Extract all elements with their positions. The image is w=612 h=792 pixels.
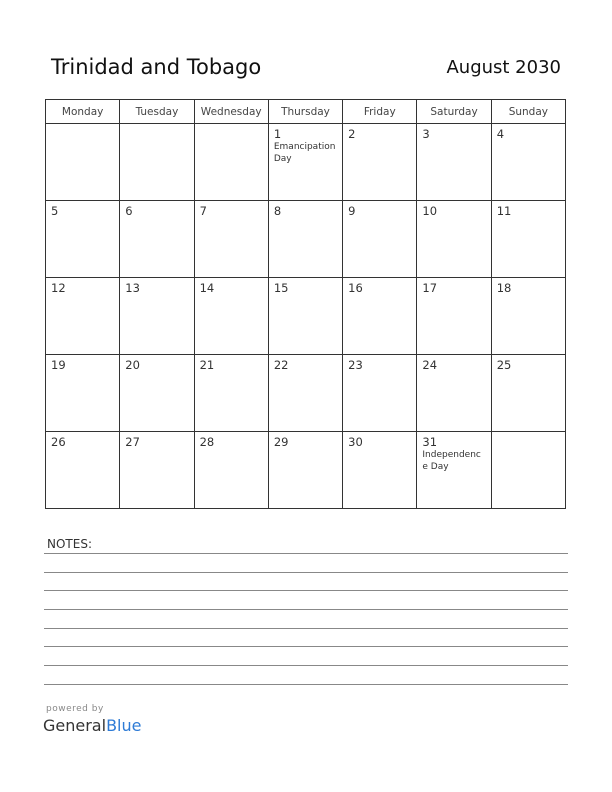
note-line: [44, 646, 568, 647]
day-number: 19: [51, 358, 66, 372]
day-number: 17: [422, 281, 438, 295]
calendar-day-cell: [268, 432, 342, 509]
weekday-friday: Friday: [343, 100, 417, 124]
calendar-week-row: [46, 124, 566, 201]
calendar-day-cell: [46, 278, 120, 355]
calendar-day-cell: [268, 201, 342, 278]
calendar-day-cell: [120, 432, 194, 509]
day-number: 29: [273, 435, 289, 449]
brand-name-blue: Blue: [106, 716, 142, 735]
day-number: 13: [125, 281, 140, 295]
notes-label: NOTES:: [47, 537, 92, 551]
day-number: 24: [422, 358, 438, 372]
calendar-day-cell: [268, 124, 342, 201]
calendar-day-cell: [343, 201, 417, 278]
day-number: 20: [125, 358, 140, 372]
calendar-day-cell: [343, 124, 417, 201]
brand-name: [43, 716, 141, 735]
day-number: 28: [199, 435, 215, 449]
calendar-day-cell: [417, 201, 491, 278]
calendar-week-row: [46, 278, 566, 355]
weekday-header-row: [46, 100, 566, 124]
day-number: 5: [51, 204, 59, 218]
day-number: [46, 124, 119, 127]
calendar-day-cell: [194, 355, 268, 432]
day-number: 31: [422, 435, 438, 449]
calendar-day-cell: [491, 355, 565, 432]
weekday-saturday: Saturday: [417, 100, 491, 124]
calendar-week-row: [46, 201, 566, 278]
calendar-day-cell: [46, 432, 120, 509]
note-line: [44, 609, 568, 610]
day-number: 30: [348, 435, 363, 449]
day-number: 26: [51, 435, 66, 449]
note-line: [44, 665, 568, 666]
day-number: 1: [273, 127, 282, 141]
calendar-day-cell: [343, 432, 417, 509]
calendar-day-cell: [194, 432, 268, 509]
calendar-day-cell: [417, 278, 491, 355]
holiday-label: Independence Day: [422, 450, 481, 472]
day-number: 15: [273, 281, 289, 295]
day-number: 16: [348, 281, 363, 295]
day-number: 3: [422, 127, 430, 141]
calendar-day-cell: [120, 278, 194, 355]
note-line: [44, 572, 568, 573]
calendar-grid: [45, 99, 566, 509]
holiday-label: Emancipation Day: [273, 142, 336, 164]
note-line: [44, 590, 568, 591]
calendar-day-cell: [120, 355, 194, 432]
day-number: 2: [348, 127, 356, 141]
note-line: [44, 684, 568, 685]
calendar-day-cell: [491, 124, 565, 201]
calendar-day-cell: [417, 124, 491, 201]
calendar-day-cell: [194, 201, 268, 278]
calendar-day-cell: [268, 278, 342, 355]
weekday-monday: Monday: [46, 100, 120, 124]
day-number: 9: [348, 204, 356, 218]
day-number: 22: [273, 358, 289, 372]
calendar-day-cell: [46, 201, 120, 278]
country-title: Trinidad and Tobago: [51, 55, 262, 79]
calendar-day-cell: [120, 201, 194, 278]
weekday-thursday: Thursday: [268, 100, 342, 124]
day-number: [195, 124, 268, 127]
day-number: 21: [199, 358, 215, 372]
day-number: 6: [125, 204, 133, 218]
month-year-title: August 2030: [446, 57, 561, 78]
day-number: 11: [496, 204, 512, 218]
calendar-day-cell: [343, 278, 417, 355]
calendar-week-row: [46, 355, 566, 432]
day-number: [120, 124, 193, 127]
day-number: 25: [496, 358, 512, 372]
powered-by-text: powered by: [46, 704, 104, 714]
note-line: [44, 628, 568, 629]
weekday-wednesday: Wednesday: [194, 100, 268, 124]
calendar-day-cell: [268, 355, 342, 432]
calendar-day-cell: [343, 355, 417, 432]
day-number: [492, 432, 565, 435]
day-number: 18: [496, 281, 512, 295]
brand-name-general: General: [43, 716, 107, 735]
day-number: 4: [496, 127, 505, 141]
day-number: 23: [348, 358, 363, 372]
calendar-day-cell: [46, 124, 120, 201]
calendar-day-cell: [491, 201, 565, 278]
weekday-tuesday: Tuesday: [120, 100, 194, 124]
calendar-day-cell: [194, 124, 268, 201]
day-number: 12: [51, 281, 66, 295]
calendar-day-cell: [491, 278, 565, 355]
weekday-sunday: Sunday: [491, 100, 565, 124]
day-number: 10: [422, 204, 438, 218]
calendar-day-cell: [491, 432, 565, 509]
calendar-day-cell: [120, 124, 194, 201]
calendar-body: [46, 124, 566, 509]
note-line: [44, 553, 568, 554]
calendar-week-row: [46, 432, 566, 509]
calendar-day-cell: [417, 432, 491, 509]
day-number: 8: [273, 204, 282, 218]
calendar-day-cell: [46, 355, 120, 432]
day-number: 14: [199, 281, 215, 295]
day-number: 7: [199, 204, 207, 218]
calendar-day-cell: [194, 278, 268, 355]
day-number: 27: [125, 435, 140, 449]
calendar-day-cell: [417, 355, 491, 432]
